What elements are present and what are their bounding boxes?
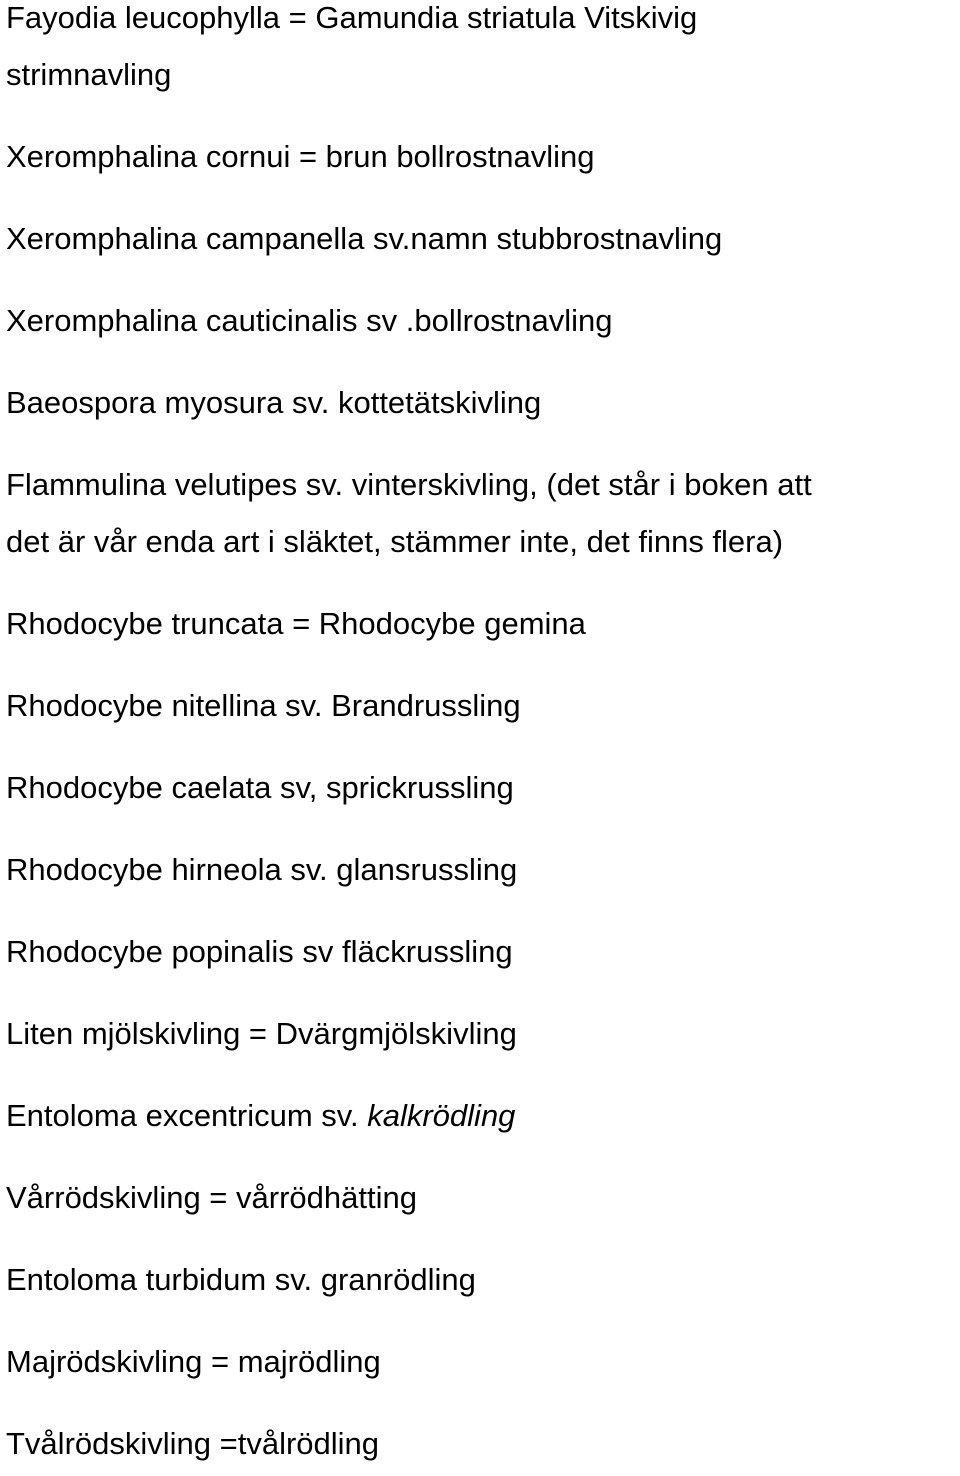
entry-line: Xeromphalina cauticinalis sv .bollrostnavling [6,303,613,338]
entry-fayodia [6,0,956,139]
entry-line-text: Entoloma excentricum sv. [6,1098,368,1133]
entry-baeospora [6,385,956,467]
entry-line: Majrödskivling = majrödling [6,1344,381,1379]
entry-line: Vårrödskivling = vårrödhätting [6,1180,417,1215]
entry-xeromphalina-campanella [6,221,956,303]
entry-xeromphalina-cauticinalis [6,303,956,385]
entry-line: Rhodocybe nitellina sv. Brandrussling [6,688,521,723]
entry-rhodocybe-nitellina [6,688,956,770]
entry-line: Liten mjölskivling = Dvärgmjölskivling [6,1016,517,1051]
entry-entoloma-excentricum [6,1098,956,1180]
entry-line: Rhodocybe popinalis sv fläckrussling [6,934,513,969]
entry-line: Xeromphalina campanella sv.namn stubbrostnavling [6,221,723,256]
entry-line [6,1098,956,1180]
entry-rhodocybe-hirneola [6,852,956,934]
entry-flammulina [6,467,956,606]
entry-line: Tvålrödskivling =tvålrödling [6,1426,380,1461]
entry-line: Rhodocybe caelata sv, sprickrussling [6,770,514,805]
entry-xeromphalina-cornui [6,139,956,221]
document-body [6,0,956,1476]
entry-rhodocybe-popinalis [6,934,956,1016]
entry-rhodocybe-caelata [6,770,956,852]
entry-line: det är vår enda art i släktet, stämmer inte, det finns flera) [6,524,784,559]
entry-line-italic-text: kalkrödling [367,1098,516,1133]
entry-line: Fayodia leucophylla = Gamundia striatula Vitskivig [6,0,698,35]
entry-line: Flammulina velutipes sv. vinterskivling, (det står i boken att [6,467,812,502]
entry-entoloma-turbidum [6,1262,956,1344]
entry-rhodocybe-truncata [6,606,956,688]
entry-line: Rhodocybe hirneola sv. glansrussling [6,852,518,887]
entry-line: Entoloma turbidum sv. granrödling [6,1262,476,1297]
entry-line: Xeromphalina cornui = brun bollrostnavling [6,139,595,174]
entry-line: Rhodocybe truncata = Rhodocybe gemina [6,606,586,641]
entry-line: strimnavling [6,57,172,92]
entry-majrodskivling [6,1344,956,1426]
entry-varrodskivling [6,1180,956,1262]
entry-talrodskivling [6,1426,956,1476]
entry-line: Baeospora myosura sv. kottetätskivling [6,385,542,420]
entry-liten-mjolskivling [6,1016,956,1098]
